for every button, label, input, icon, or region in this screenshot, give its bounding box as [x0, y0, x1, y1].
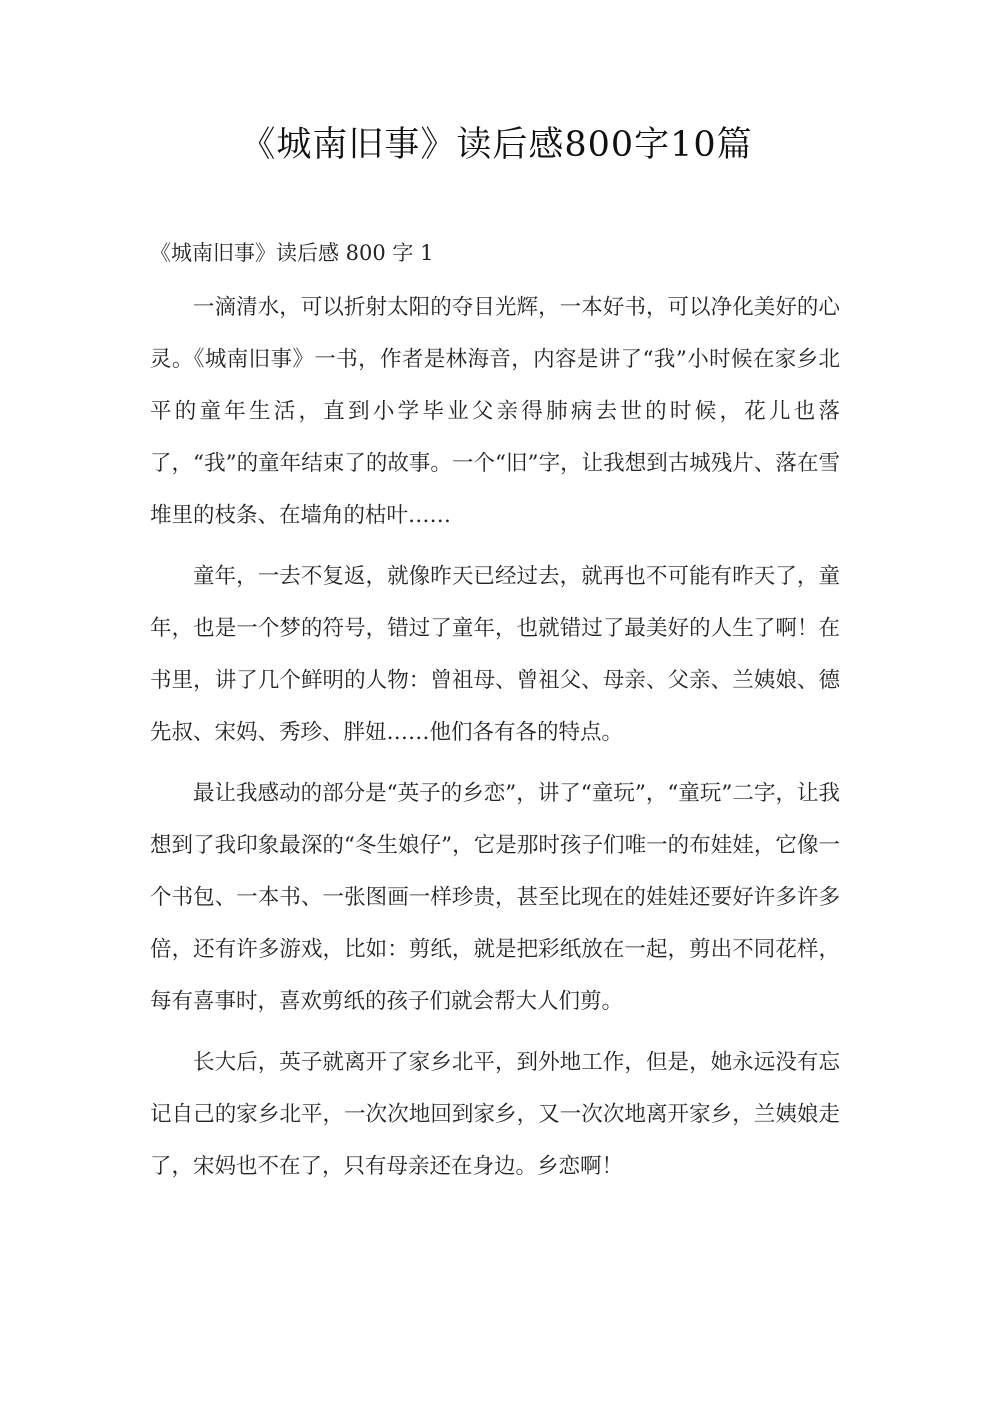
article-body: [150, 282, 840, 1202]
paragraph-1: 一滴清水，可以折射太阳的夺目光辉，一本好书，可以净化美好的心灵。《城南旧事》一书，作者是林海音，内容是讲了“我”小时候在家乡北平的童年生活，直到小学毕业父亲得肺病去世的时候，花儿也落了，“我”的童年结束了的故事。一个“旧”字，让我想到古城残片、落在雪堆里的枝条、在墙角的枯叶……: [150, 295, 840, 528]
page-title: 《城南旧事》读后感800字10篇: [240, 125, 753, 165]
paragraph-4: 长大后，英子就离开了家乡北平，到外地工作，但是，她永远没有忘记自己的家乡北平，一次次地回到家乡，又一次次地离开家乡，兰姨娘走了，宋妈也不在了，只有母亲还在身边。乡恋啊！: [150, 1050, 840, 1179]
paragraph-3: 最让我感动的部分是“英子的乡恋”，讲了“童玩”，“童玩”二字，让我想到了我印象最深的“冬生娘仔”，它是那时孩子们唯一的布娃娃，它像一个书包、一本书、一张图画一样珍贵，甚至比现在的娃娃还要好许多许多倍，还有许多游戏，比如：剪纸，就是把彩纸放在一起，剪出不同花样，每有喜事时，喜欢剪纸的孩子们就会帮大人们剪。: [150, 781, 840, 1014]
section-heading: 《城南旧事》读后感 800 字 1: [150, 241, 434, 265]
paragraph-2: 童年，一去不复返，就像昨天已经过去，就再也不可能有昨天了，童年，也是一个梦的符号，错过了童年，也就错过了最美好的人生了啊！在书里，讲了几个鲜明的人物：曾祖母、曾祖父、母亲、父亲、兰姨娘、德先叔、宋妈、秀珍、胖妞……他们各有各的特点。: [150, 564, 840, 745]
